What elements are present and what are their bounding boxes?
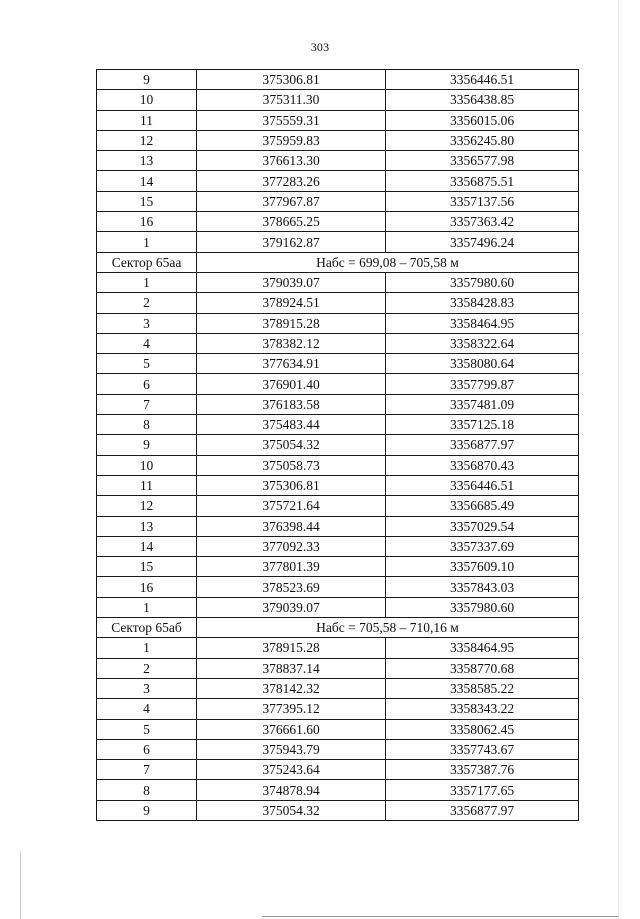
table-row	[97, 516, 579, 536]
point-number: 1	[97, 232, 197, 252]
coordinate-x: 378382.12	[197, 333, 386, 353]
coordinate-y: 3356875.51	[386, 171, 579, 191]
point-number: 3	[97, 313, 197, 333]
coordinate-x: 375306.81	[197, 70, 386, 90]
sector-name: Сектор 65аа	[97, 252, 197, 272]
coordinate-x: 376398.44	[197, 516, 386, 536]
table-row	[97, 212, 579, 232]
point-number: 7	[97, 394, 197, 414]
point-number: 1	[97, 638, 197, 658]
coordinate-x: 377967.87	[197, 191, 386, 211]
coordinate-y: 3358322.64	[386, 333, 579, 353]
table-row	[97, 658, 579, 678]
point-number: 5	[97, 354, 197, 374]
point-number: 9	[97, 70, 197, 90]
table-row	[97, 699, 579, 719]
point-number: 9	[97, 800, 197, 820]
coordinate-y: 3358464.95	[386, 313, 579, 333]
table-row	[97, 191, 579, 211]
table-row	[97, 597, 579, 617]
coordinate-x: 375311.30	[197, 90, 386, 110]
table-row	[97, 333, 579, 353]
coordinate-y: 3358770.68	[386, 658, 579, 678]
coordinate-x: 377634.91	[197, 354, 386, 374]
table-row	[97, 415, 579, 435]
coordinate-x: 375943.79	[197, 739, 386, 759]
table-row	[97, 780, 579, 800]
coordinate-x: 375058.73	[197, 455, 386, 475]
point-number: 16	[97, 212, 197, 232]
sector-header-row	[97, 618, 579, 638]
coordinate-x: 379039.07	[197, 597, 386, 617]
table-row	[97, 638, 579, 658]
coordinate-x: 375306.81	[197, 475, 386, 495]
coordinate-y: 3357799.87	[386, 374, 579, 394]
point-number: 11	[97, 110, 197, 130]
table-row	[97, 536, 579, 556]
coordinate-x: 378665.25	[197, 212, 386, 232]
table-row	[97, 719, 579, 739]
coordinate-y: 3357843.03	[386, 577, 579, 597]
point-number: 13	[97, 151, 197, 171]
coordinate-y: 3358062.45	[386, 719, 579, 739]
coordinate-y: 3356015.06	[386, 110, 579, 130]
coordinate-y: 3357496.24	[386, 232, 579, 252]
sector-height-range: Набс = 705,58 – 710,16 м	[197, 618, 579, 638]
coordinate-y: 3357980.60	[386, 272, 579, 292]
point-number: 1	[97, 597, 197, 617]
point-number: 12	[97, 130, 197, 150]
coordinate-y: 3357743.67	[386, 739, 579, 759]
table-row	[97, 678, 579, 698]
point-number: 10	[97, 90, 197, 110]
table-row	[97, 354, 579, 374]
table-row	[97, 394, 579, 414]
coordinate-x: 379162.87	[197, 232, 386, 252]
coordinate-x: 377092.33	[197, 536, 386, 556]
coordinate-y: 3356446.51	[386, 70, 579, 90]
table-row	[97, 435, 579, 455]
sector-height-range: Набс = 699,08 – 705,58 м	[197, 252, 579, 272]
coordinate-x: 375243.64	[197, 760, 386, 780]
point-number: 3	[97, 678, 197, 698]
table-row	[97, 496, 579, 516]
coordinate-y: 3358343.22	[386, 699, 579, 719]
coordinate-y: 3356685.49	[386, 496, 579, 516]
coordinate-x: 375483.44	[197, 415, 386, 435]
coordinate-y: 3358585.22	[386, 678, 579, 698]
table-row	[97, 739, 579, 759]
page-number: 303	[310, 40, 330, 54]
coordinate-x: 378523.69	[197, 577, 386, 597]
coordinate-x: 377801.39	[197, 557, 386, 577]
table-row	[97, 557, 579, 577]
coordinate-y: 3356245.80	[386, 130, 579, 150]
table-row	[97, 130, 579, 150]
point-number: 8	[97, 780, 197, 800]
coordinate-x: 378837.14	[197, 658, 386, 678]
coordinate-y: 3356446.51	[386, 475, 579, 495]
table-row	[97, 374, 579, 394]
coordinate-x: 375559.31	[197, 110, 386, 130]
scan-edge-line-bottom	[262, 916, 618, 917]
coordinate-y: 3357363.42	[386, 212, 579, 232]
point-number: 2	[97, 658, 197, 678]
coordinate-y: 3357125.18	[386, 415, 579, 435]
table-row	[97, 110, 579, 130]
coordinate-y: 3356577.98	[386, 151, 579, 171]
coordinate-y: 3357177.65	[386, 780, 579, 800]
coordinate-x: 376661.60	[197, 719, 386, 739]
point-number: 14	[97, 536, 197, 556]
table-row	[97, 272, 579, 292]
coordinate-y: 3356438.85	[386, 90, 579, 110]
table-row	[97, 475, 579, 495]
coordinates-table-body	[97, 70, 579, 821]
scan-edge-line-left	[20, 852, 21, 919]
coordinate-y: 3357980.60	[386, 597, 579, 617]
coordinate-y: 3356877.97	[386, 800, 579, 820]
coordinate-x: 377395.12	[197, 699, 386, 719]
point-number: 5	[97, 719, 197, 739]
point-number: 15	[97, 191, 197, 211]
point-number: 9	[97, 435, 197, 455]
sector-name: Сектор 65аб	[97, 618, 197, 638]
coordinate-x: 375054.32	[197, 435, 386, 455]
coordinate-x: 378915.28	[197, 313, 386, 333]
coordinate-x: 376613.30	[197, 151, 386, 171]
point-number: 15	[97, 557, 197, 577]
coordinate-x: 379039.07	[197, 272, 386, 292]
coordinate-x: 378924.51	[197, 293, 386, 313]
table-row	[97, 232, 579, 252]
coordinate-x: 375054.32	[197, 800, 386, 820]
point-number: 4	[97, 699, 197, 719]
point-number: 14	[97, 171, 197, 191]
table-row	[97, 313, 579, 333]
coordinate-x: 377283.26	[197, 171, 386, 191]
table-row	[97, 90, 579, 110]
table-row	[97, 455, 579, 475]
table-row	[97, 760, 579, 780]
point-number: 16	[97, 577, 197, 597]
point-number: 7	[97, 760, 197, 780]
point-number: 2	[97, 293, 197, 313]
coordinate-y: 3357337.69	[386, 536, 579, 556]
table-row	[97, 151, 579, 171]
table-row	[97, 171, 579, 191]
table-row	[97, 800, 579, 820]
point-number: 11	[97, 475, 197, 495]
coordinate-y: 3358464.95	[386, 638, 579, 658]
table-row	[97, 577, 579, 597]
coordinate-y: 3356870.43	[386, 455, 579, 475]
coordinate-x: 374878.94	[197, 780, 386, 800]
coordinates-table	[96, 69, 579, 821]
table-row	[97, 70, 579, 90]
coordinate-y: 3357609.10	[386, 557, 579, 577]
coordinate-y: 3357029.54	[386, 516, 579, 536]
coordinate-x: 375721.64	[197, 496, 386, 516]
point-number: 4	[97, 333, 197, 353]
coordinate-y: 3357137.56	[386, 191, 579, 211]
coordinate-x: 376901.40	[197, 374, 386, 394]
coordinate-y: 3358428.83	[386, 293, 579, 313]
point-number: 10	[97, 455, 197, 475]
sector-header-row	[97, 252, 579, 272]
point-number: 13	[97, 516, 197, 536]
scan-edge-line-right	[618, 0, 619, 919]
point-number: 1	[97, 272, 197, 292]
point-number: 12	[97, 496, 197, 516]
coordinate-y: 3358080.64	[386, 354, 579, 374]
coordinate-y: 3357387.76	[386, 760, 579, 780]
coordinate-x: 376183.58	[197, 394, 386, 414]
point-number: 6	[97, 739, 197, 759]
table-row	[97, 293, 579, 313]
coordinate-y: 3357481.09	[386, 394, 579, 414]
coordinate-x: 378142.32	[197, 678, 386, 698]
coordinate-y: 3356877.97	[386, 435, 579, 455]
coordinate-x: 378915.28	[197, 638, 386, 658]
point-number: 6	[97, 374, 197, 394]
coordinate-x: 375959.83	[197, 130, 386, 150]
point-number: 8	[97, 415, 197, 435]
